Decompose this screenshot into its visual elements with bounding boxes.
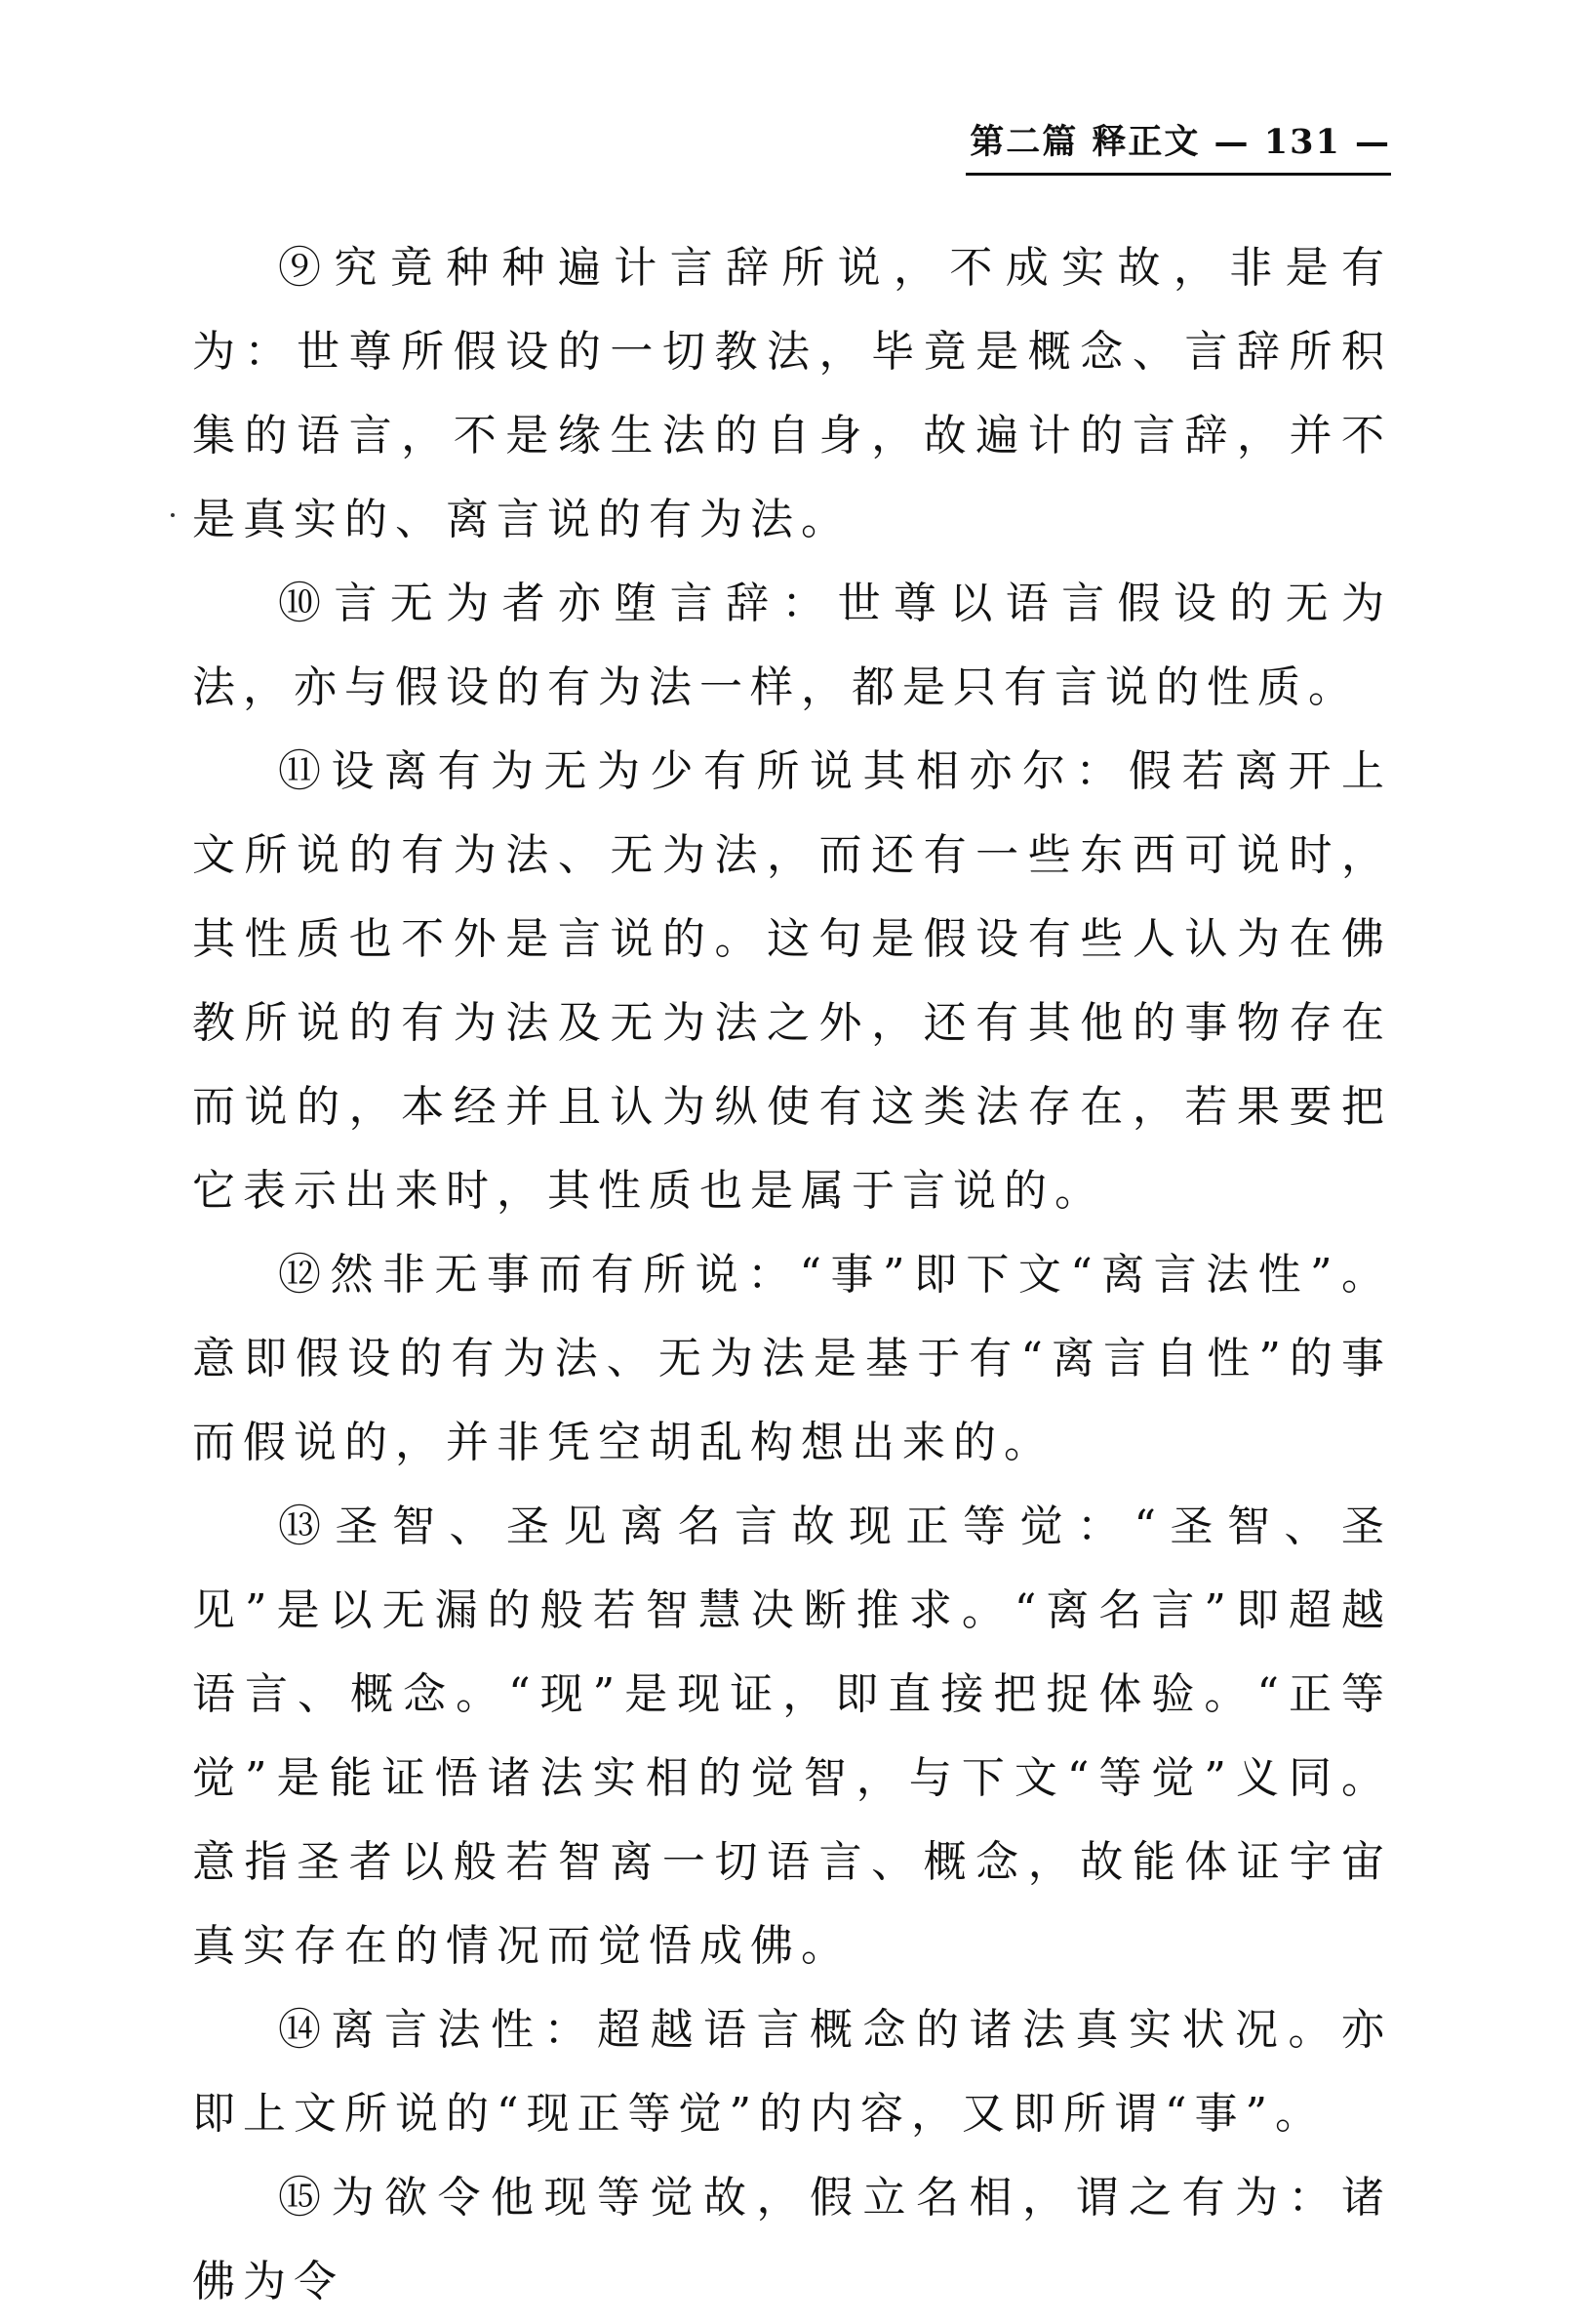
margin-speck — [171, 513, 175, 517]
running-title: 第二篇 释正文 — 131 — — [970, 122, 1391, 162]
note-paragraph-15: ⑮为欲令他现等觉故，假立名相，谓之有为：诸佛为令 — [192, 2173, 1392, 2306]
note-paragraph-11: ⑪设离有为无为少有所说其相亦尔：假若离开上文所说的有为法、无为法，而还有一些东西可说时，其性质也不外是言说的。这句是假设有些人认为在佛教所说的有为法及无为法之外，还有其他的事物存在而说的，本经并且认为纵使有这类法存在，若果要把它表示出来时，其性质也是属于言说的。 — [192, 746, 1392, 1216]
body-text — [192, 226, 1392, 2324]
note-paragraph-13: ⑬圣智、圣见离名言故现正等觉：“圣智、圣见”是以无漏的般若智慧决断推求。“离名言”即超越语言、概念。“现”是现证，即直接把捉体验。“正等觉”是能证悟诸法实相的觉智，与下文“等觉”义同。意指圣者以般若智离一切语言、概念，故能体证宇宙真实存在的情况而觉悟成佛。 — [192, 1502, 1392, 1971]
note-paragraph-14: ⑭离言法性：超越语言概念的诸法真实状况。亦即上文所说的“现正等觉”的内容，又即所谓“事”。 — [192, 2005, 1392, 2139]
note-paragraph-10: ⑩言无为者亦堕言辞：世尊以语言假设的无为法，亦与假设的有为法一样，都是只有言说的性质。 — [192, 579, 1392, 712]
note-paragraph-9: ⑨究竟种种遍计言辞所说，不成实故，非是有为：世尊所假设的一切教法，毕竟是概念、言辞所积集的语言，不是缘生法的自身，故遍计的言辞，并不是真实的、离言说的有为法。 — [192, 243, 1392, 544]
note-paragraph-12: ⑫然非无事而有所说：“事”即下文“离言法性”。意即假设的有为法、无为法是基于有“离言自性”的事而假说的，并非凭空胡乱构想出来的。 — [192, 1250, 1392, 1467]
running-header — [966, 115, 1391, 176]
